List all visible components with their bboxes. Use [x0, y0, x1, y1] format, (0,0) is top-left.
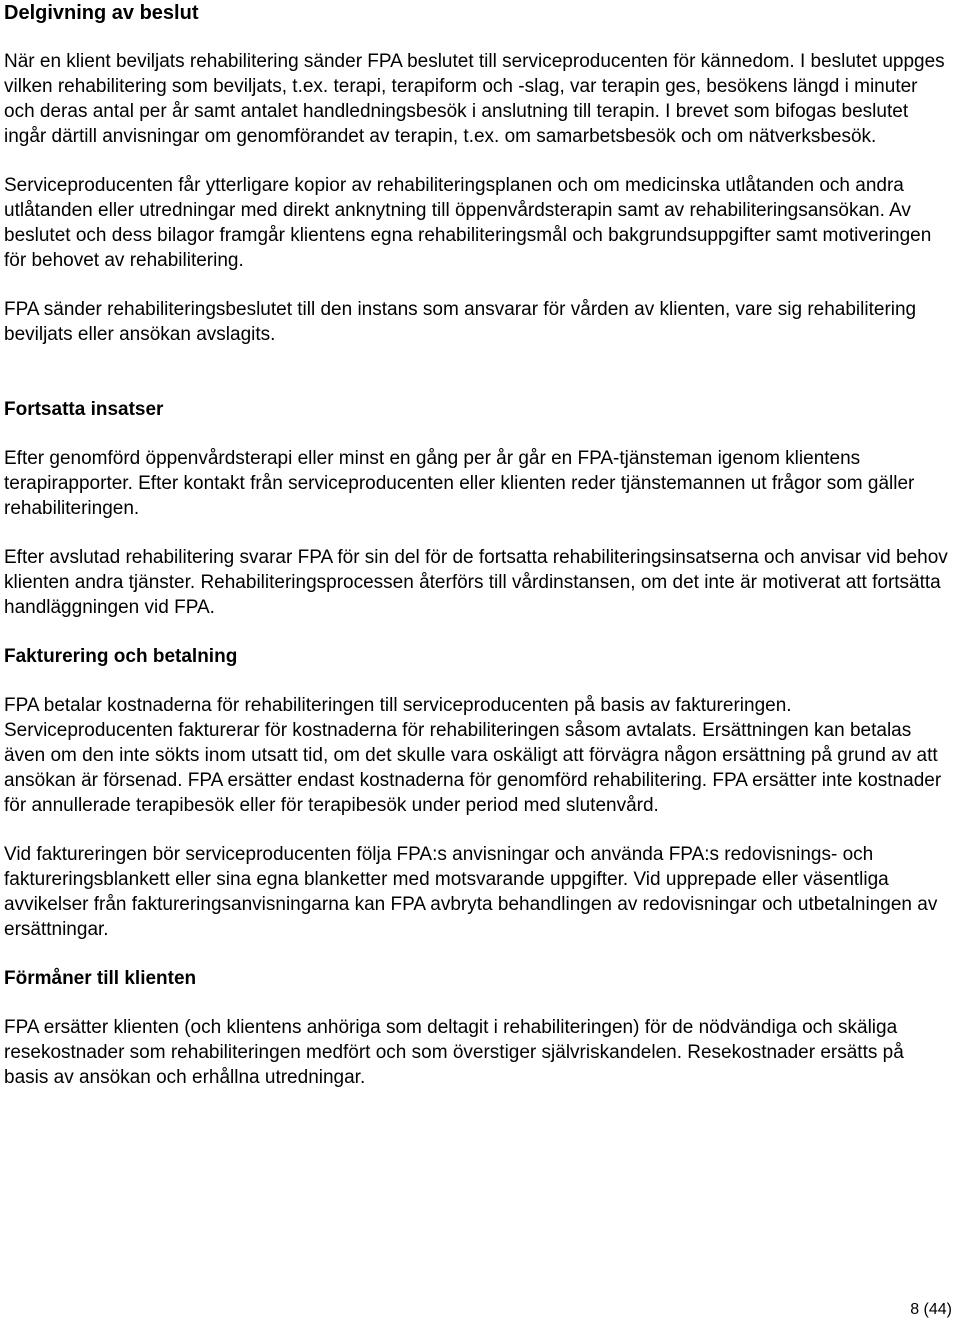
heading-fortsatta-insatser: Fortsatta insatser [4, 399, 164, 420]
paragraph-after-rehab: Efter avslutad rehabilitering svarar FPA för sin del för de fortsatta rehabiliteringsinsatserna och anvisar vid behov klienten andra tjänster. Rehabiliteringsprocessen återförs till vårdinstansen, om det inte är motiverat att fortsätta handläggningen vid FPA. [4, 547, 948, 618]
paragraph-decision-sent: FPA sänder rehabiliteringsbeslutet till den instans som ansvarar för vården av klienten, vare sig rehabilitering beviljats eller ansökan avslagits. [4, 299, 917, 345]
document-page [4, 0, 952, 1090]
page-title: Delgivning av beslut [4, 2, 199, 24]
paragraph-payment: FPA betalar kostnaderna för rehabiliteringen till serviceproducenten på basis av faktureringen. Serviceproducenten fakturerar för kostnaderna för rehabiliteringen såsom avtalats. Ersättningen kan betalas även om den inte sökts inom utsatt tid, om det skulle vara oskäligt att förvägra någon ersättning på grund av att ansökan är försenad. FPA ersätter endast kostnaderna för genomförd rehabilitering. FPA ersätter inte kostnader för annullerade terapibesök eller för terapibesök under period med slutenvård. [4, 695, 942, 816]
paragraph-decision-notice: När en klient beviljats rehabilitering sänder FPA beslutet till serviceproducenten för kännedom. I beslutet uppges vilken rehabilitering som beviljats, t.ex. terapi, terapiform och -slag, var terapin ges, besökens längd i minuter och deras antal per år samt antalet handledningsbesök i anslutning till terapin. I brevet som bifogas beslutet ingår därtill anvisningar om genomförandet av terapin, t.ex. om samarbetsbesök och om nätverksbesök. [4, 51, 945, 147]
heading-fakturering: Fakturering och betalning [4, 646, 238, 667]
heading-formaner: Förmåner till klienten [4, 968, 197, 989]
paragraph-travel-costs: FPA ersätter klienten (och klientens anhöriga som deltagit i rehabiliteringen) för de nödvändiga och skäliga resekostnader som rehabiliteringen medfört och som överstiger självriskandelen. Resekostnader ersätts på basis av ansökan och erhållna utredningar. [4, 1017, 904, 1088]
paragraph-copies: Serviceproducenten får ytterligare kopior av rehabiliteringsplanen och om medicinska utlåtanden och andra utlåtanden eller utredningar med direkt anknytning till öppenvårdsterapin samt av rehabiliteringsansökan. Av beslutet och dess bilagor framgår klientens egna rehabiliteringsmål och bakgrundsuppgifter samt motiveringen för behovet av rehabilitering. [4, 175, 932, 271]
paragraph-followup: Efter genomförd öppenvårdsterapi eller minst en gång per år går en FPA-tjänsteman igenom klientens terapirapporter. Efter kontakt från serviceproducenten eller klienten reder tjänstemannen ut frågor som gäller rehabiliteringen. [4, 448, 915, 519]
page-number: 8 (44) [910, 1301, 952, 1318]
paragraph-invoicing: Vid faktureringen bör serviceproducenten följa FPA:s anvisningar och använda FPA:s redovisnings- och faktureringsblankett eller sina egna blanketter med motsvarande uppgifter. Vid upprepade eller väsentliga avvikelser från faktureringsanvisningarna kan FPA avbryta behandlingen av redovisningar och utbetalningen av ersättningar. [4, 844, 938, 940]
